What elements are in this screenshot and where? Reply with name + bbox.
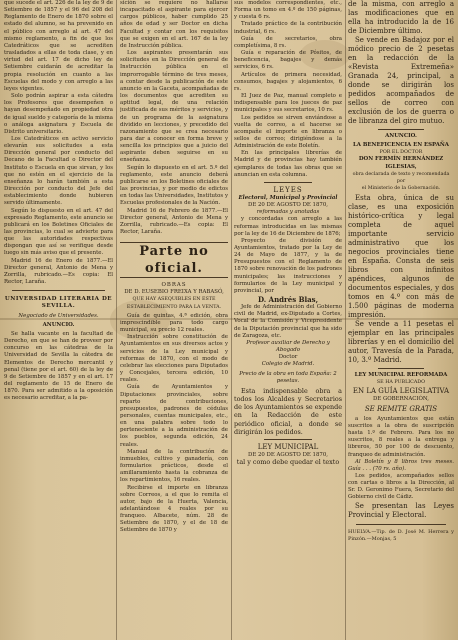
paragraph: Se presentan las Leyes Provincial y Electoral.	[348, 501, 454, 519]
ley-subtitle: tal y como debe quedar el texto	[236, 458, 340, 467]
paragraph: Manual de la contribución de inmuebles, cultivo y ganadería, con formularios prácticos, desde el amillaramiento hasta la cobranza de los repartimientos, 16 reales.	[120, 448, 228, 484]
paragraph: En las principales librerías de Madrid y de provincias hay también ejemplares de todas las obras que se anuncian en esta columna.	[234, 150, 342, 178]
column-2	[120, 0, 228, 640]
book-title: LA BENEFICENCIA EN ESPAÑA	[353, 142, 449, 149]
signature-line: Madrid 16 de Febrero de 1877.—El Director general, Antonio de Mena y Zorrilla, rubricado.—Es copia: El Rector, Laraña.	[120, 207, 228, 235]
anuncio-heading: ANUNCIO.	[42, 321, 75, 328]
section-subheading: Negociado de Universidades.	[18, 312, 99, 319]
anuncio-heading: ANUNCIO.	[385, 133, 417, 139]
book-note: obra declarada de texto y recomendada por	[352, 171, 450, 184]
paragraph: a los Ayuntamientos que están suscritos a la obra de suscripción hasta 1.º de Febrero. Para los no suscritos, 8 reales a la entrega y libreros, 50 por 100 de descuento, franqueo de administración.	[348, 415, 454, 458]
section-title: Parte no oficial.	[120, 242, 228, 278]
column-1	[4, 0, 113, 640]
paragraph: Guía de secretarios, obra completísima, 8 rs.	[234, 35, 342, 49]
column-rule	[231, 0, 232, 640]
author-title: Profesor auxiliar de Derecho y Abogado	[246, 339, 330, 354]
book-note: el Ministerio de la Gobernación.	[361, 186, 441, 192]
leyes-note: reformadas y anotadas	[256, 209, 320, 216]
paragraph: sición se requiere no hallarse incapacitado el aspirante para ejercer cargos públicos, haber cumplido 25 años de edad y ser Doctor en dicha Facultad y contar con los requisitos que se exigen en el art. 167 de la ley de Instrucción pública.	[120, 0, 228, 49]
paragraph: El Juez de Paz, manual completo e indispensable para los jueces de paz municipales y sus secretarios, 10 rs.	[234, 93, 342, 114]
paragraph: de la misma, con arreglo a las modificaciones que en ella ha introducido la de 16 de Diciembre último.	[348, 0, 454, 35]
paragraph: Los aspirantes presentarán sus solicitudes en la Dirección general de Instrucción pública en el improrrogable término de tres meses, a contar desde la publicación de este anuncio en la Gaceta, acompañadas de los documentos que acrediten su aptitud legal, de una relación justificada de sus méritos y servicios, y de un programa de la asignatura dividido en lecciones, y precedido del razonamiento que se crea necesario para dar a conocer en forma breve y sencilla los principios que a juicio del aspirante deben seguirse en su enseñanza.	[120, 50, 228, 164]
author-line: DE D. EUSEBIO FREIXA Y RABASÓ,	[124, 289, 224, 296]
paragraph: Esta obra, única de su clase, es una exposición histórico-crítica y legal completa de aquel importante servicio administrativo que los negocios provinciales tiene en España. Consta de seis libros con infinitos apéndices, algunos de documentos especiales, y dos tomos en 4.º con más de 1.500 páginas de moderna impresión.	[348, 194, 454, 320]
signature-line: Madrid 16 de Enero de 1877.—El Director general, Antonio de Mena y Zorrilla, rubricado.—Es copia: El Rector, Laraña.	[4, 257, 113, 286]
paragraph: Instrucción sobre constitución de Ayuntamientos en sus diversos actos y servicios de la Ley municipal y reformas de 1870, con el modo de celebrar las elecciones para Diputados y Concejales, tercera edición, 10 reales.	[120, 334, 228, 384]
book-author: DON FERMÍN HERNÁNDEZ IGLESIAS,	[358, 156, 444, 170]
paragraph: Al Boletín y 8 libros tres meses. Guía . . . (70 rs. año).	[348, 458, 454, 472]
published-note: SE HA PUBLICADO	[376, 380, 426, 386]
guide-title: EN LA GUÍA LEGISLATIVA	[352, 386, 450, 395]
paragraph: Guía de quintas, 4.ª edición, obra imprescindible para todo cargo municipal, su precio 12 reales.	[120, 312, 228, 334]
works-subheading: QUE HAY ASEQUIBLES EN ESTE ESTABLECIMIENTO PARA LA VENTA.	[126, 297, 222, 310]
divider	[378, 368, 424, 369]
section-heading: UNIVERSIDAD LITERARIA DE SEVILLA.	[4, 296, 113, 310]
paragraph: que sucede el art. 226 de la ley de 9 de Setiembre de 1857 y el 96 del 208 del Reglamento de Enero de 1870 sobre el estado del alumno, se ha prevenido en el público con arreglo al art. 47 del mismo reglamento, a fin de que los Catedráticos que se acrediten trasladados a ellas de toda clase, y en virtud del art. 17 de dicho ley de Setiembre cuidarán de acreditar la propia resolución en cuanto a las Escuelas del modo y con arreglo a las leyes vigentes.	[4, 0, 113, 92]
column-rule	[345, 0, 346, 640]
guide-subtitle: DE GOBERNACIÓN,	[372, 395, 430, 402]
paragraph: y concordadas con arreglo a las reformas introducidas en las mismas por la ley de 16 de Diciembre de 1876;	[234, 216, 342, 237]
paragraph: sus modelos correspondientes, etc., Forma un tomo en 4.º de 150 páginas, y cuesta 6 rs.	[234, 0, 342, 21]
column-rule	[116, 0, 117, 640]
paragraph: Proyecto de división de Ayuntamientos, tratado por la Ley de 24 de Mayo de 1877, y la de Presupuestos con el Reglamento de 1870 sobre renovación de los padrones municipales; las instrucciones y formularios de la Ley municipal y provincial, por	[234, 237, 342, 294]
divider	[264, 182, 312, 183]
printer-line: HUELVA.—Tip. de D. José M. Herrera y Pinzón.—Monjas, 5	[348, 528, 454, 542]
book-author-prefix: POR EL DOCTOR	[379, 150, 423, 156]
paragraph: Guía de Ayuntamientos y Diputaciones provinciales, sobre reparto de contribuciones, presupuestos, padrones de cédulas personales, cuentas municipales, etc., en una palabra sobre todo lo perteneciente a la administración de los pueblos, segunda edición, 24 reales.	[120, 384, 228, 448]
paragraph: Guía e reparación de Pósitos, de beneficencia, bagajes y demás servicios, 6 rs.	[234, 50, 342, 71]
column-4	[348, 0, 454, 640]
paragraph: Según lo dispuesto en el art. 5.º del reglamento, este anuncio deberá publicarse en los Boletines oficiales de las provincias, y por medio de edictos en todas las Universidades, Institutos y Escuelas profesionales de la Nación.	[120, 164, 228, 207]
paragraph: Recibirse el importe en libranza sobre Correos, a el que lo remita el autor, bajo de la Huerta, Valencia, adelantándose 4 reales por su franqueo. Albacete, núm. 28 de Setiembre de 1870, y el de 18 de Setiembre de 1870 y	[120, 484, 228, 534]
paragraph: Solo podrán aspirar a esta cátedra los Profesores que desempeñen o hayan desempeñado en propiedad otra de igual sueldo y categoría de la misma o análoga asignatura y Escuela de Distrito universitario.	[4, 93, 113, 135]
paragraph: Se vende en Badajoz por el módico precio de 2 pesetas en la redacción de la «Revista Extremeña» Granada 24, principal, a donde se dirigirán los pedidos acompañados de sellos de correo con exclusión de los de guerra o de libranza del giro mutuo.	[348, 36, 454, 125]
paragraph: Jefe de Administración del Gobierno civil de Madrid, ex-Diputado a Cortes, Vocal de la Comisión y Vicepresidente de la Diputación provincial que ha sido de Zaragoza, etc.	[234, 304, 342, 339]
divider	[264, 439, 312, 440]
leyes-date: DE 20 DE AGOSTO DE 1870,	[248, 202, 328, 209]
paragraph: Se vende a 11 pesetas el ejemplar en las principales librerías y en el domicilio del autor, Travesía de la Parada, 10, 3.º Madrid.	[348, 320, 454, 365]
paragraph: Se halla vacante en la facultad de Derecho, en que se han de proveer por concurso en las cátedras de la Universidad de Sevilla la cátedra de Elementos de Derecho mercantil y penal (tiene por el art. 60) de la ley de 9 de Setiembre de 1857 y en el art. 17 del reglamento de 15 de Enero de 1870. Para ser admitido a la oposición es necesario acreditar, a la pa-	[4, 330, 113, 402]
column-3	[234, 0, 342, 640]
paragraph: Los pedidos, acompañados sellos con cartas o libros a la Dirección, al Sr. D. Geronimo Fuera, Secretario del Gobierno civil de Cádiz.	[348, 472, 454, 501]
author-title: Colegio de Madrid.	[261, 361, 315, 368]
paragraph: Según lo dispuesto en el art. 47 del expresado Reglamento, este anuncio se publicará en los Boletines Oficiales de las provincias, lo cual se advierte para que las autoridades respectivas dispongan que así se verifique desde luego sin más aviso que el presente.	[4, 207, 113, 257]
ley-heading: LEY MUNICIPAL REFORMADA	[354, 372, 448, 379]
paragraph: Artículos de primera necesidad, consumos, bagajes y alojamientos, 6 rs.	[234, 71, 342, 92]
divider	[356, 524, 446, 525]
divider	[12, 290, 105, 291]
price-line: Precio de la obra en toda España: 2 pesetas.	[239, 370, 337, 384]
author-name: D. Andrés Blas,	[257, 295, 319, 305]
divider	[378, 129, 424, 130]
paragraph: Tratado práctico de la contribución industrial, 6 rs.	[234, 21, 342, 35]
paragraph: Los pedidos se sirven enviándose a vuelta de correo, a el hacerse se acompañe el importe en libranza o sellos de correo; dirigiéndose a la Administración de este Boletín.	[234, 114, 342, 150]
free-heading: SE REMITE GRATIS	[364, 404, 438, 413]
paragraph: Los Catedráticos en activo servicio elevarán sus solicitudes a esta Dirección general por conducto del Decano de la Facultad o Director del Instituto o Escuela en que sirvan, y los que no estén en el ejercicio de la enseñanza lo harán también a esta Dirección por conducto del Jefe del establecimiento donde hubieren servido últimamente.	[4, 135, 113, 207]
ley-heading: LEY MUNICIPAL	[257, 443, 319, 452]
ley-date: DE 20 DE AGOSTO DE 1870,	[248, 452, 328, 459]
works-heading: OBRAS	[161, 282, 187, 289]
leyes-heading: LEYES	[273, 185, 303, 194]
paragraph: Esta indispensable obra a todos los Alcaldes y Secretarios de los Ayuntamientos se expende en la Redacción de este periódico oficial, a donde se dirigirán los pedidos.	[234, 386, 342, 436]
leyes-subheading: Electoral, Municipal y Provincial	[238, 194, 338, 201]
author-title: Doctor	[278, 354, 298, 361]
